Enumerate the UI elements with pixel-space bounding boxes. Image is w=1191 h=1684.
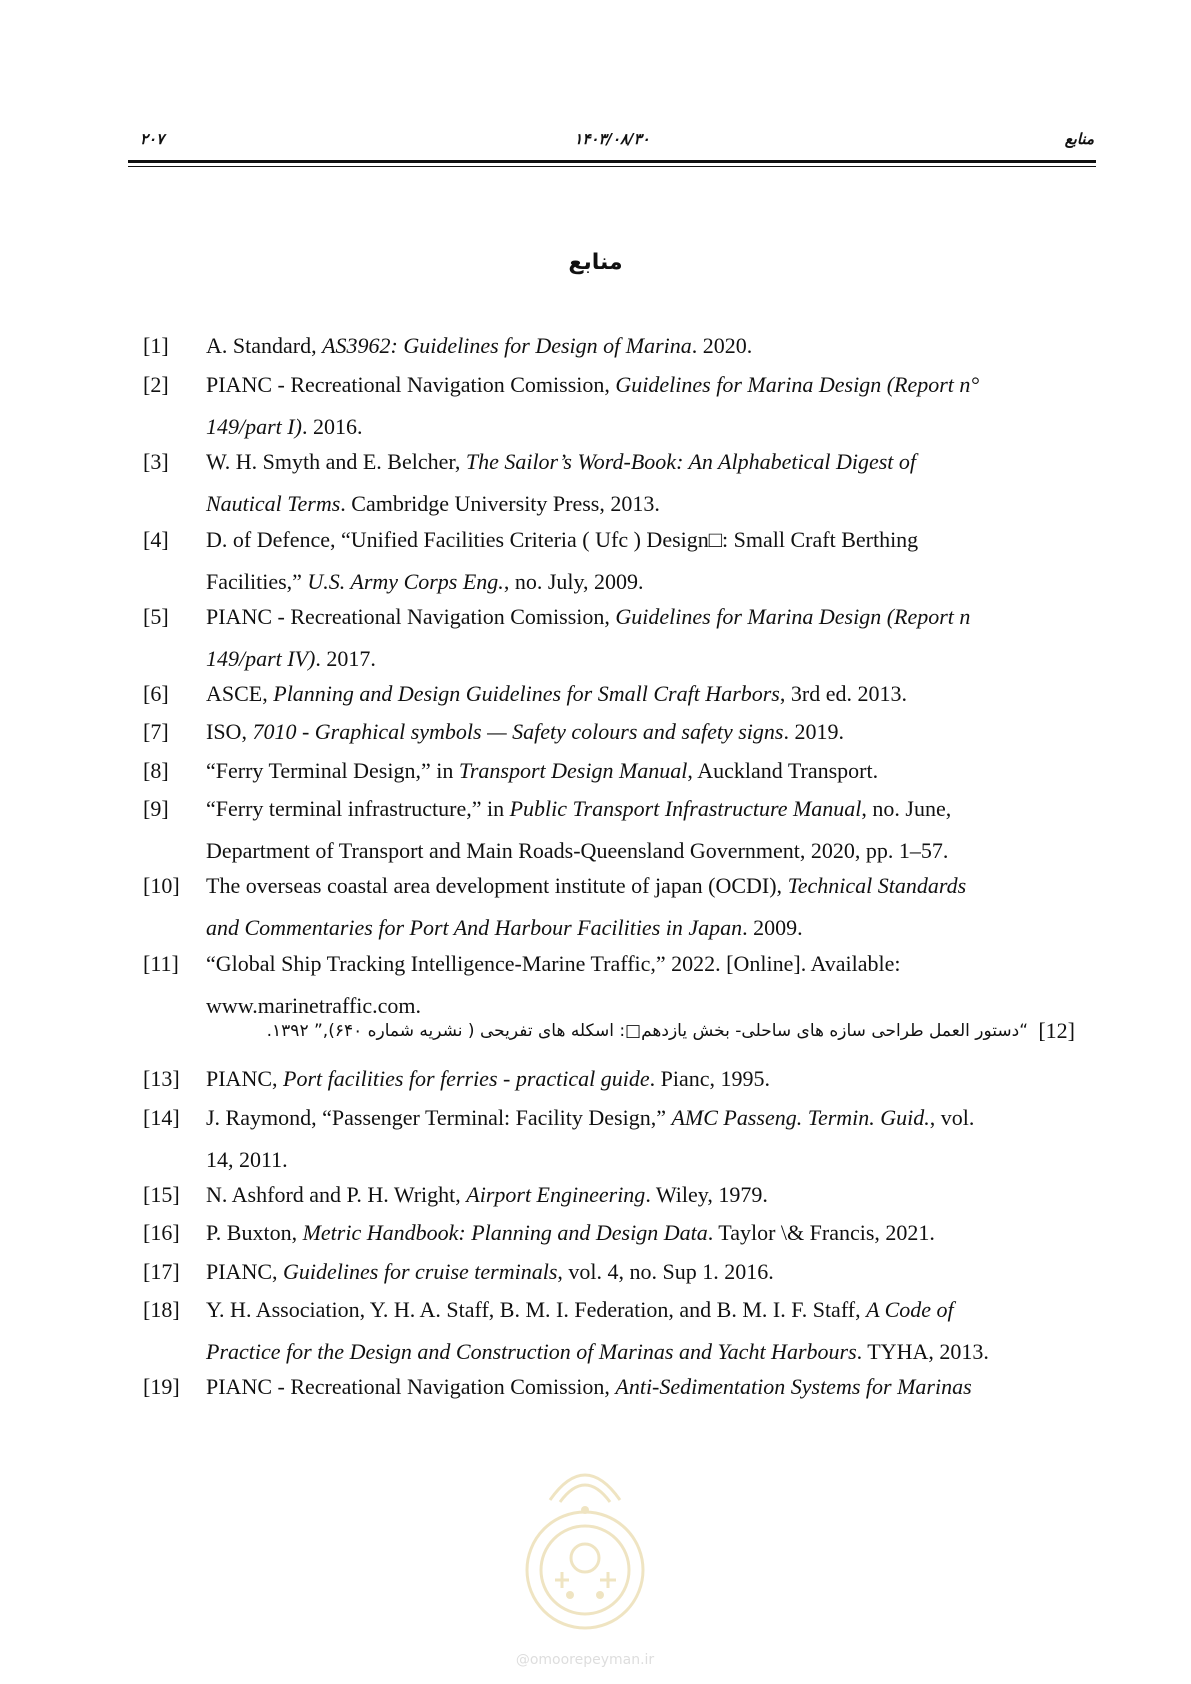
reference-title-italic: 7010 - Graphical symbols — Safety colours and safety signs [252,719,784,744]
reference-number: [14] [143,1105,180,1130]
reference-text-segment: . 2017. [315,646,376,671]
reference-text-segment: , Auckland Transport. [687,758,879,783]
reference-title-italic: Anti-Sedimentation Systems for Marinas [615,1374,972,1399]
reference-title-italic: AS3962: Guidelines for Design of Marina [322,333,692,358]
reference-title-italic: Technical Standards [787,873,967,898]
reference-text [206,1366,1086,1408]
reference-text-segment: PIANC - Recreational Navigation Comission, [206,604,616,629]
reference-text-segment: “دستور العمل طراحی سازه های ساحلی- بخش یازدهم□: اسکله های تفریحی ( نشریه شماره ۶۴۰),” ۱۳۹۲. [266,1021,1028,1041]
reference-text-segment: , no. July, 2009. [503,569,644,594]
reference-text [206,865,1086,949]
reference-title-italic: Practice for the Design and Construction of Marinas and Yacht Harbours [206,1339,857,1364]
reference-title-italic: A Code of [866,1297,954,1322]
reference-number: [5] [143,604,169,629]
reference-number: [8] [143,758,169,783]
header-rule-thick [128,160,1096,163]
reference-number: [12] [1038,1018,1075,1043]
reference-text [206,788,1086,872]
reference-text [206,364,1086,448]
watermark [510,1440,660,1670]
page-header [128,130,1096,154]
reference-text-segment: A. Standard, [206,333,323,358]
reference-title-italic: Guidelines for cruise terminals [283,1259,558,1284]
reference-number: [9] [143,796,169,821]
reference-title-italic: Transport Design Manual [458,758,688,783]
reference-text [206,1097,1086,1181]
reference-text-segment: P. Buxton, [206,1220,303,1245]
reference-title-italic: The Sailor’s Word-Book: An Alphabetical Digest of [465,449,917,474]
reference-text [206,1251,1086,1293]
reference-text-segment: J. Raymond, “Passenger Terminal: Facility Design,” [206,1105,672,1130]
reference-number: [2] [143,372,169,397]
reference-text-segment: Department of Transport and Main Roads-Queensland Government, 2020, pp. 1–57. [206,838,949,863]
reference-number: [18] [143,1297,180,1322]
reference-number: [19] [143,1374,180,1399]
reference-number: [15] [143,1182,180,1207]
reference-number: [11] [143,951,179,976]
reference-text-segment: . 2019. [783,719,844,744]
reference-title-italic: Airport Engineering [466,1182,646,1207]
reference-text [206,750,1086,792]
reference-text-segment: . Wiley, 1979. [645,1182,768,1207]
reference-title-italic: Guidelines for Marina Design (Report n [615,604,971,629]
reference-text [206,441,1086,525]
reference-text-segment: . Cambridge University Press, 2013. [340,491,660,516]
reference-text-segment: , vol. 4, no. Sup 1. 2016. [557,1259,774,1284]
reference-text-segment: PIANC - Recreational Navigation Comission, [206,1374,616,1399]
reference-text-segment: . 2016. [301,414,363,439]
reference-text [206,711,1086,753]
reference-title-italic: 149/part IV) [206,646,316,671]
reference-text-segment: D. of Defence, “Unified Facilities Criteria ( Ufc ) Design□: Small Craft Berthing [206,527,919,552]
reference-text-segment: “Ferry terminal infrastructure,” in [206,796,510,821]
header-section: منابع [1064,130,1094,148]
reference-number: [1] [143,333,169,358]
reference-text [206,673,1086,715]
header-date: ۱۴۰۳/۰۸/۳۰ [574,130,650,148]
header-rule-thin [128,166,1096,167]
reference-text-segment: . Taylor \& Francis, 2021. [707,1220,935,1245]
reference-text-segment: The overseas coastal area development institute of japan (OCDI), [206,873,788,898]
reference-text [267,1010,1028,1052]
reference-number: [7] [143,719,169,744]
reference-title-italic: Public Transport Infrastructure Manual [509,796,862,821]
reference-text-segment: W. H. Smyth and E. Belcher, [206,449,466,474]
watermark-text: @omoorepeyman.ir [515,1652,655,1668]
reference-title-italic: Port facilities for ferries - practical guide [283,1066,650,1091]
reference-text-segment: ISO, [206,719,253,744]
reference-title-italic: Planning and Design Guidelines for Small Craft Harbors [273,681,780,706]
reference-text-segment: PIANC, [206,1259,284,1284]
reference-text [206,1058,1086,1100]
reference-text-segment: . TYHA, 2013. [856,1339,989,1364]
reference-text-segment: N. Ashford and P. H. Wright, [206,1182,467,1207]
reference-text-segment: , 3rd ed. 2013. [779,681,907,706]
reference-title-italic: AMC Passeng. Termin. Guid. [671,1105,930,1130]
reference-title-italic: Nautical Terms [206,491,341,516]
reference-text-segment: PIANC - Recreational Navigation Comission, [206,372,616,397]
reference-text [206,325,1086,367]
reference-text-segment: ASCE, [206,681,274,706]
reference-text [206,1212,1086,1254]
reference-title-italic: and Commentaries for Port And Harbour Facilities in Japan [206,915,743,940]
reference-text-segment: PIANC, [206,1066,284,1091]
watermark-seal-icon [510,1440,660,1640]
page-title: منابع [568,250,623,275]
page-number: ۲۰۷ [140,130,165,148]
reference-text-segment: “Ferry Terminal Design,” in [206,758,459,783]
reference-title-italic: Guidelines for Marina Design (Report n° [615,372,980,397]
reference-text-segment: , vol. [929,1105,975,1130]
reference-number: [6] [143,681,169,706]
reference-number: [4] [143,527,169,552]
reference-text-segment: “Global Ship Tracking Intelligence-Marine Traffic,” 2022. [Online]. Available: [206,951,901,976]
reference-text-segment: . Pianc, 1995. [649,1066,771,1091]
reference-text-segment: . 2020. [691,333,753,358]
reference-text-segment: . 2009. [742,915,803,940]
reference-text-segment: Facilities,” [206,569,308,594]
reference-text [206,1289,1086,1373]
reference-title-italic: U.S. Army Corps Eng. [307,569,504,594]
reference-title-italic: 149/part I) [206,414,302,439]
reference-text [206,1174,1086,1216]
reference-text-segment: , no. June, [861,796,952,821]
reference-number: [3] [143,449,169,474]
reference-title-italic: Metric Handbook: Planning and Design Data [302,1220,708,1245]
reference-number: [16] [143,1220,180,1245]
reference-text [206,519,1086,603]
reference-number: [17] [143,1259,180,1284]
reference-text-segment: 14, 2011. [206,1147,288,1172]
reference-text [206,596,1086,680]
reference-number: [13] [143,1066,180,1091]
reference-text-segment: Y. H. Association, Y. H. A. Staff, B. M. I. Federation, and B. M. I. F. Staff, [206,1297,867,1322]
reference-number: [10] [143,873,180,898]
reference-text-segment: www.marinetraffic.com. [206,993,422,1018]
